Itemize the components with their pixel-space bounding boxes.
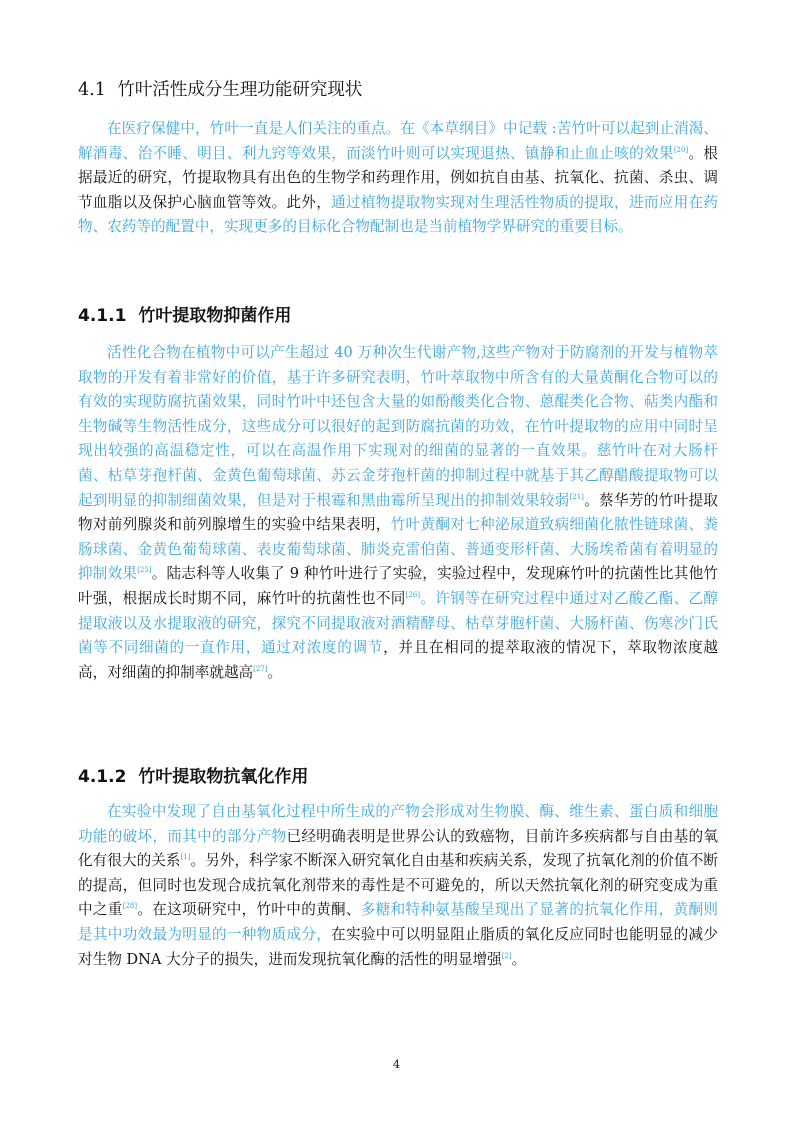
text-run: 在医疗保健中，竹叶一直是人们关注的重点。在《本草纲目》中记载 :苦竹叶可以起到止消渴、解酒毒、治不睡、明目、利九窍等效果，而淡竹叶则可以实现退热、镇静和止血止咳的效果	[78, 120, 718, 162]
text-run: 已经明确表明是世界公认的致癌物，目前许多疾病都与自由基的氧化有很大的关系	[78, 827, 718, 870]
paragraph-antibacterial	[78, 341, 718, 685]
citation-ref: [2]	[501, 951, 512, 960]
text-run: 在实验中发现了自由基氧化过程中所生成的产物会形成对生物膜、酶、维生素、蛋白质和细胞功能的破坏，而其中的部分产物	[78, 803, 718, 845]
text-run: 。	[511, 950, 527, 968]
paragraph-antioxidant	[78, 800, 718, 972]
text-run: 通过植物提取物实现对生理活性物质的提取，进而应用在药物、农药等的配置中，实现更多的目标化合物配制也是当前植物学界研究的重要目标。	[78, 193, 718, 236]
section-number: 4.1	[78, 80, 106, 100]
text-run: 。在这项研究中，竹叶中的黄酮、	[137, 901, 361, 919]
text-run: 活性化合物在植物中可以产生超过 40 万种次生代谢产物,这些产物对于防腐剂的开发与植物萃取物的开发有着非常好的价值，基于许多研究表明，竹叶萃取物中所含有的大量黄酮化合物可以的有效的实现防腐抗菌效果，同时竹叶中还包含大量的如酚酸类化合物、蒽醌类化合物、萜类内酯和生物碱等生物活性成分，这些成分可以很好的起到防腐抗菌的功效，在竹叶提取物的应用中同时呈现出较强的高温稳定性，可以在高温作用下实现对的细菌的显著的一直效果。慈竹叶在对大肠杆菌、枯草芽孢杆菌、金黄色葡萄球菌、苏云金芽孢杆菌的抑制过程中就基于其乙醇醋酸提取物可以起到明显的抑制细菌效果，但是对于根霉和黑曲霉所呈现出的抑制效果较弱	[78, 344, 718, 509]
section-heading	[78, 76, 362, 101]
text-run: 。蔡华芳的竹叶提取物对前列腺炎和前列腺增生的实验中结果表明，	[78, 491, 718, 534]
subsection-heading-antibacterial	[78, 301, 291, 326]
citation-ref: [20]	[673, 145, 689, 154]
subsection-title: 竹叶提取物抑菌作用	[138, 306, 292, 326]
subsection-number: 4.1.2	[78, 767, 127, 787]
text-run: 。根据最近的研究，竹提取物具有出色的生物学和药理作用，例如抗自由基、抗氧化、抗菌、杀虫、调节血脂以及保护心脑血管等效。此外，	[78, 144, 718, 211]
subsection-title: 竹叶提取物抗氧化作用	[138, 767, 309, 787]
text-run: 。另外，科学家不断深入研究氧化自由基和疾病关系，发现了抗氧化剂的价值不断的提高，但同时也发现合成抗氧化剂带来的毒性是不可避免的，所以天然抗氧化剂的研究变成为重中之重	[78, 852, 718, 919]
text-run: ，并且在相同的提萃取液的情况下，萃取物浓度越高，对细菌的抑制率就越高	[78, 639, 718, 681]
text-run: 。陆志科等人收集了 9 种竹叶进行了实验，实验过程中，发现麻竹叶的抗菌性比其他竹叶强，根据成长时期不同，麻竹叶的抗菌性也不同	[78, 565, 718, 607]
citation-ref: [26]	[405, 591, 421, 600]
text-run: 在实验中可以明显阻止脂质的氧化反应同时也能明显的减少对生物 DNA 大分子的损失，进而发现抗氧化酶的活性的明显增强	[78, 925, 718, 968]
text-run: 多糖和特种氨基酸呈现出了显著的抗氧化作用，黄酮则是其中功效最为明显的一种物质成分，	[78, 901, 718, 943]
text-run: 竹叶黄酮对七种泌尿道致病细菌化脓性链球菌、粪肠球菌、金黄色葡萄球菌、表皮葡萄球菌、肺炎克雷伯菌、普通变形杆菌、大肠埃希菌有着明显的抑制效果	[78, 516, 718, 583]
subsection-number: 4.1.1	[78, 306, 127, 326]
citation-ref: [27]	[253, 664, 268, 673]
page-number: 4	[393, 1058, 400, 1071]
text-run: 。许钢等在研究过程中通过对乙酸乙酯、乙醇提取液以及水提取液的研究，探究不同提取液对酒精酵母、枯草芽胞杆菌、大肠杆菌、伤寒沙门氏菌等不同细菌的一直作用，通过对浓度的调节	[78, 589, 718, 657]
citation-ref: [21]	[569, 492, 584, 501]
citation-ref: [25]	[137, 566, 152, 575]
section-title: 竹叶活性成分生理功能研究现状	[117, 80, 363, 100]
citation-ref: [1]	[180, 853, 191, 862]
text-run: 。	[267, 663, 283, 681]
subsection-heading-antioxidant	[78, 762, 308, 787]
paragraph-medical-use	[78, 117, 718, 240]
citation-ref: [28]	[122, 902, 138, 911]
